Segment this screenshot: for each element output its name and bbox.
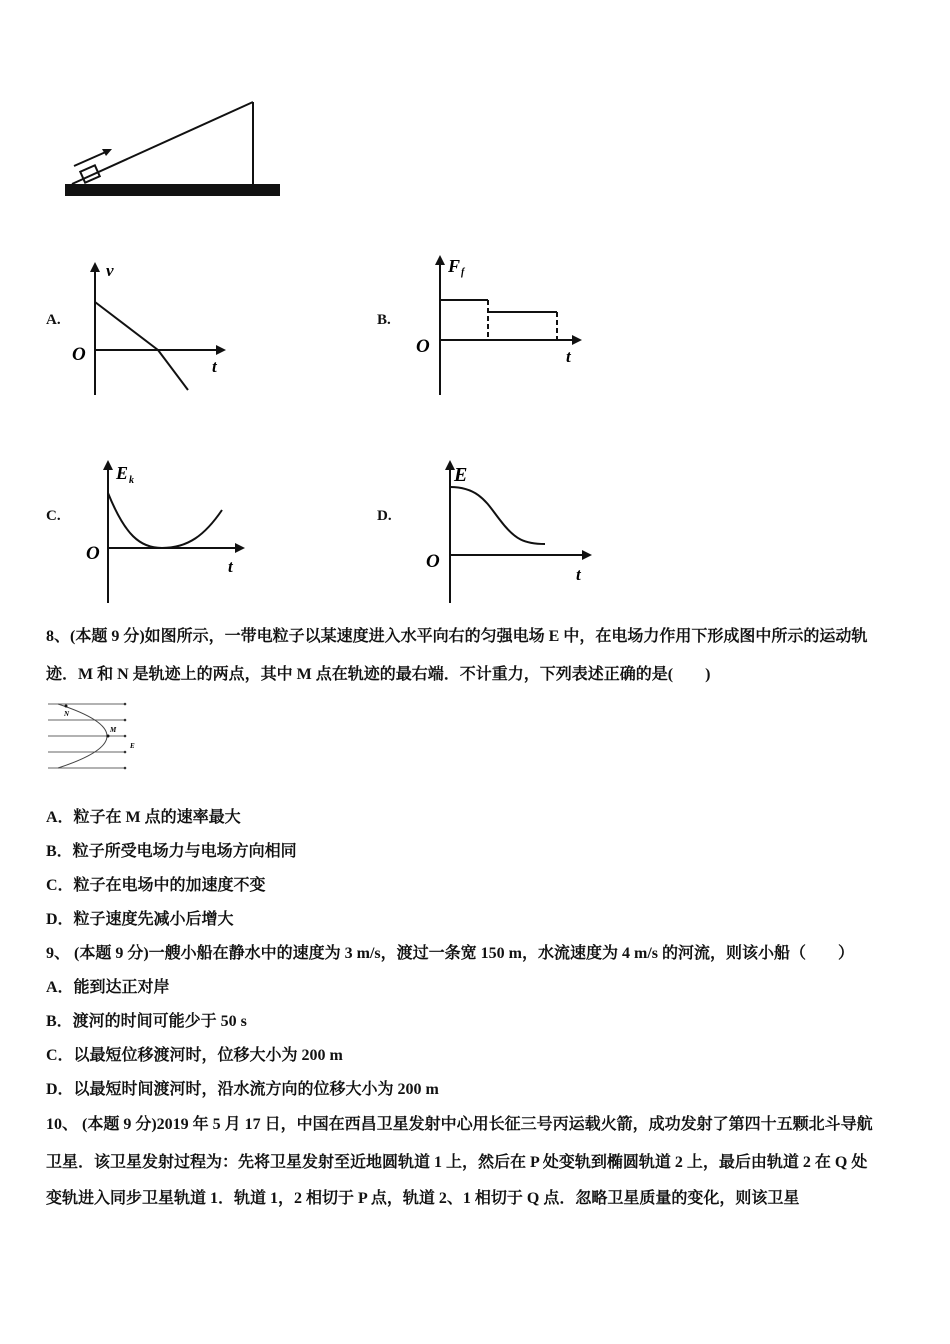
graph-b xyxy=(410,250,590,400)
field-e-label: E xyxy=(130,742,135,750)
q8-line-1: 8、(本题 9 分)如图所示，一带电粒子以某速度进入水平向右的匀强电场 E 中，在电场力作用下形成图中所示的运动轨 xyxy=(46,628,868,645)
x-axis-label: t xyxy=(212,357,217,376)
q10-line-3: 变轨进入同步卫星轨道 1．轨道 1，2 相切于 P 点，轨道 2、1 相切于 Q 点．忽略卫星质量的变化，则该卫星 xyxy=(46,1190,800,1207)
incline-figure xyxy=(60,98,290,208)
option-c-label: C. xyxy=(46,508,61,524)
origin-label: O xyxy=(72,344,86,365)
x-axis-label: t xyxy=(576,565,581,584)
y-axis-label: F xyxy=(448,256,461,276)
origin-label: O xyxy=(416,336,430,357)
y-axis-label: E xyxy=(116,463,129,483)
x-axis-label: t xyxy=(228,557,233,576)
point-n-label: N xyxy=(64,710,70,718)
electric-field-figure xyxy=(46,700,146,780)
option-a-label: A. xyxy=(46,312,61,328)
y-axis-subscript: k xyxy=(129,475,134,486)
option-b-label: B. xyxy=(377,312,391,328)
q9-option-d: D．以最短时间渡河时，沿水流方向的位移大小为 200 m xyxy=(46,1081,439,1098)
q8-option-c: C．粒子在电场中的加速度不变 xyxy=(46,877,266,894)
graph-c xyxy=(80,455,260,605)
graph-d xyxy=(420,455,610,605)
q8-option-a: A．粒子在 M 点的速率最大 xyxy=(46,809,241,826)
q9-line-1: 9、 (本题 9 分)一艘小船在静水中的速度为 3 m/s，渡过一条宽 150 m，水流速度为 4 m/s 的河流，则该小船（ ） xyxy=(46,945,854,962)
y-axis-label: v xyxy=(106,261,114,280)
origin-label: O xyxy=(86,543,100,564)
x-axis-label: t xyxy=(566,347,571,366)
q9-option-c: C．以最短位移渡河时，位移大小为 200 m xyxy=(46,1047,343,1064)
y-axis-subscript: f xyxy=(461,267,465,278)
point-m-label: M xyxy=(110,726,117,734)
q8-option-b: B．粒子所受电场力与电场方向相同 xyxy=(46,843,297,860)
q10-line-2: 卫星．该卫星发射过程为：先将卫星发射至近地圆轨道 1 上，然后在 P 处变轨到椭圆轨道 2 上，最后由轨道 2 在 Q 处 xyxy=(46,1154,868,1171)
y-axis-label: E xyxy=(454,464,468,486)
q8-option-d: D．粒子速度先减小后增大 xyxy=(46,911,234,928)
option-d-label: D. xyxy=(377,508,392,524)
q10-line-1: 10、 (本题 9 分)2019 年 5 月 17 日，中国在西昌卫星发射中心用长征三号丙运载火箭，成功发射了第四十五颗北斗导航 xyxy=(46,1116,873,1133)
q8-line-2: 迹．M 和 N 是轨迹上的两点，其中 M 点在轨迹的最右端．不计重力，下列表述正确的是( ) xyxy=(46,666,711,683)
q9-option-a: A．能到达正对岸 xyxy=(46,979,170,996)
q9-option-b: B．渡河的时间可能少于 50 s xyxy=(46,1013,247,1030)
origin-label: O xyxy=(426,551,440,572)
graph-a xyxy=(70,260,230,400)
